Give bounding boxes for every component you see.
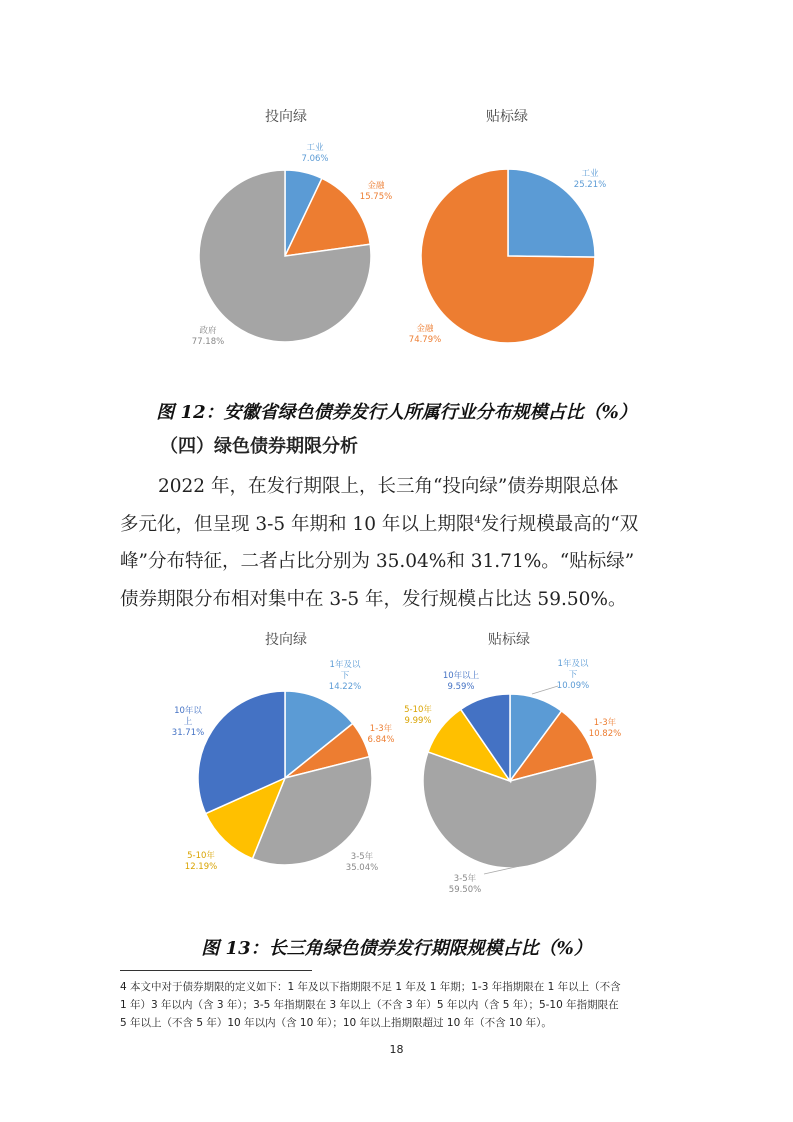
pie-bottom-left-data-label-5: 10年以: [174, 706, 202, 716]
pie-top-right-data-label-2: 74.79%: [408, 335, 442, 345]
pie-bottom-right-data-label-5: 9.59%: [447, 682, 475, 692]
chart-title-top-right: 贴标绿: [486, 109, 528, 125]
footnote-divider: [120, 970, 312, 971]
chart-title-bottom-left: 投向绿: [265, 632, 307, 648]
pie-bottom-left-data-label-1: 1年及以: [329, 660, 361, 670]
pie-top-left-data-label-2: 15.75%: [359, 192, 393, 202]
pie-bottom-right-data-label-5: 10年以上: [442, 671, 480, 681]
pie-top-right-data-label-2: 金融: [416, 324, 434, 334]
pie-bottom-left-data-label-5: 31.71%: [171, 728, 205, 738]
pie-bottom-left-data-label-1: 下: [340, 671, 350, 681]
pie-top-left-data-label-1: 7.06%: [301, 154, 329, 164]
pie-bottom-left-data-label-1: 14.22%: [328, 682, 362, 692]
footnote: [120, 978, 676, 1032]
figure-12-caption: 图 12：安徽省绿色债券发行人所属行业分布规模占比（%）: [156, 402, 637, 423]
pie-bottom-left-data-label-3: 3-5年: [350, 852, 374, 862]
pie-top-left-data-label-1: 工业: [306, 143, 324, 153]
pie-bottom-right-data-label-3: 59.50%: [448, 885, 482, 895]
paragraph-line: [120, 506, 676, 544]
pie-bottom-left-data-label-5: 上: [183, 717, 193, 727]
figure-13-caption: 图 13：长三角绿色债券发行期限规模占比（%）: [201, 938, 592, 959]
footnote-line: 1 年）3 年以内（含 3 年）；3-5 年指期限在 3 年以上（不含 3 年）5 年以内（含 5 年）；5-10 年指期限在: [120, 999, 619, 1011]
paragraph-line-part: 发行规模最高的“双: [480, 513, 639, 535]
pie-bottom-right-data-label-4: 9.99%: [404, 716, 432, 726]
footnote-line: 5 年以上（不含 5 年）10 年以内（含 10 年）；10 年以上指期限超过 10 年（不含 10 年）。: [120, 1017, 552, 1029]
section-heading: （四）绿色债券期限分析: [160, 436, 358, 457]
pie-bottom-right-data-label-4: 5-10年: [404, 705, 432, 715]
pie-top-left-data-label-2: 金融: [367, 181, 385, 191]
pie-bottom-right-data-label-1: 下: [568, 670, 578, 680]
pie-bottom-right-data-label-2: 1-3年: [593, 718, 617, 728]
pie-bottom-right-data-label-3: 3-5年: [453, 874, 477, 884]
pie-bottom-right-data-label-2: 10.82%: [588, 729, 622, 739]
pie-top-right-data-label-1: 工业: [581, 169, 599, 179]
pie-bottom-left-data-label-4: 12.19%: [184, 862, 218, 872]
paragraph-line: 2022 年，在发行期限上，长三角“投向绿”债券期限总体: [158, 476, 619, 497]
paragraph-line: 峰”分布特征，二者占比分别为 35.04%和 31.71%。“贴标绿”: [120, 551, 635, 572]
pie-top-right-data-label-1: 25.21%: [573, 180, 607, 190]
paragraph-line-part: 多元化，但呈现 3-5 年期和 10 年以上期限: [120, 513, 475, 535]
pie-bottom-left-data-label-3: 35.04%: [345, 863, 379, 873]
footnote-line: 4 本文中对于债券期限的定义如下：1 年及以下指期限不足 1 年及 1 年期；1-3 年指期限在 1 年以上（不含: [120, 981, 621, 993]
page-number: 18: [389, 1043, 404, 1056]
pie-bottom-right-data-label-1: 10.09%: [556, 681, 590, 691]
body-paragraph: [120, 468, 676, 618]
chart-title-bottom-right: 贴标绿: [488, 632, 530, 648]
paragraph-line: 债券期限分布相对集中在 3-5 年，发行规模占比达 59.50%。: [120, 588, 627, 610]
chart-title-top-left: 投向绿: [265, 109, 307, 125]
pie-bottom-right-data-label-1: 1年及以: [557, 659, 589, 669]
pie-bottom-left-data-label-2: 1-3年: [369, 724, 393, 734]
pie-top-left-data-label-3: 政府: [199, 326, 217, 336]
pie-bottom-left-data-label-4: 5-10年: [187, 851, 215, 861]
pie-top-left-data-label-3: 77.18%: [191, 337, 225, 347]
pie-bottom-right-leader-line-1: [532, 686, 558, 694]
pie-bottom-left-data-label-2: 6.84%: [367, 735, 395, 745]
footnote-ref: 4: [474, 514, 481, 526]
